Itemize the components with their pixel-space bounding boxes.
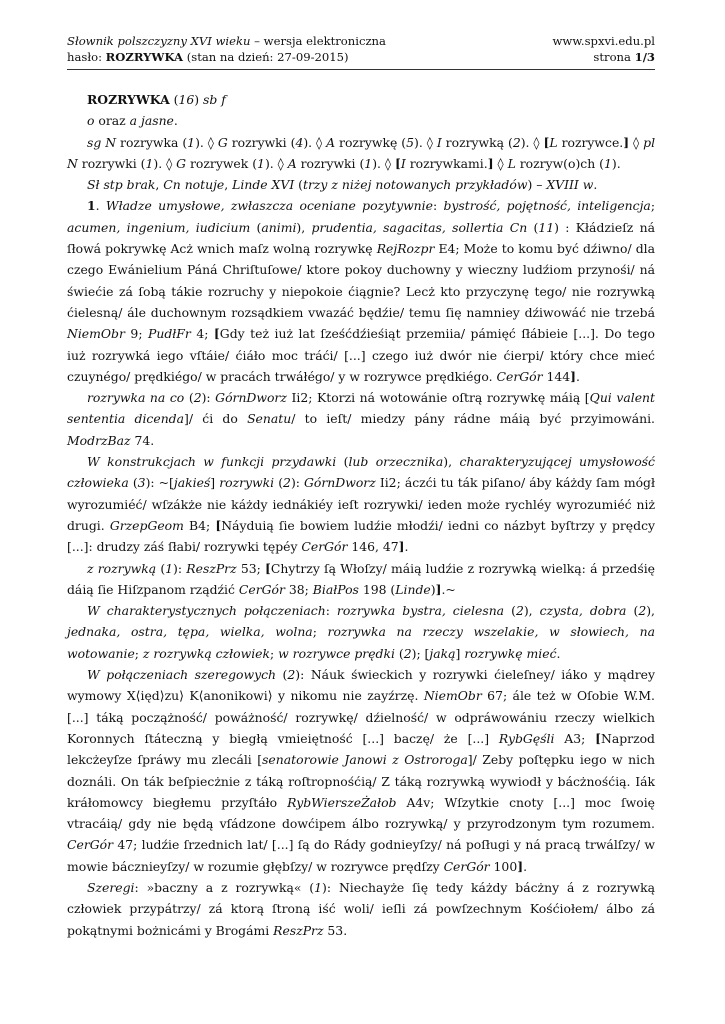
header-row-1 bbox=[67, 33, 655, 49]
header-row-2 bbox=[67, 49, 655, 65]
entry-headline: ROZRYWKA (16) sb f bbox=[87, 92, 226, 107]
entry-paragraph: W połączeniach szeregowych (2): Náuk świeckich y rozrywki ćieleſney/ iáko y mądrey wymowy X⟨ięd⟩zu⟩ K⟨anonikowi⟩ y nikomu nie zayźrzę. NiemObr 67; ále też w Oſobie W.M. [...] táką począżność/ powáżność/ rozrywkę/ dźielność/ w odpráwowániu rzeczy wielkich Koronnych ſtáteczną y biegłą vmieiętność [...] baczę/ że [...] RybGęśli A3; [Naprzod lekcżeyſze ſpráwy mu zlecáli [senatorowie Janowi z Ostroroga]/ Zeby poſtępku iego w nich doználi. On ták beſpiecżnie z táką roſtropnośćią/ Z táką rozrywką wywiodł y bácżnośćią. Iák kráłomowcy biegłemu przyſtáło RybWierszeŻałob A4v; Wſzytkie cnoty [...] moc ſwoię vtracáią/ gdy nie będą vſádzone dowćipem álbo rozrywką/ y przyrodzonym tym rozumem. CerGór 47; ludźie ſrzednich lat/ [...] ſą do Rády godnieyſzy/ ná poſługi y ná pracą trwálſzy/ w mowie bácznieyſzy/ w rozumie głębſzy/ w rozrywce prędſzy CerGór 100]. bbox=[67, 667, 655, 874]
page-number: strona 1/3 bbox=[593, 50, 655, 64]
page-header bbox=[67, 33, 655, 65]
occurrence-count: 16 bbox=[178, 92, 195, 107]
entry-paragraph: z rozrywką (1): ReszPrz 53; [Chytrzy ſą Włoſzy/ máią ludźie z rozrywką wielką: á przedśię dáią ſie Hiſzpanom rządźić CerGór 38; BiałPos 198 (Linde)].~ bbox=[67, 560, 655, 597]
entry-paragraph: W charakterystycznych połączeniach: rozrywka bystra, cielesna (2), czysta, dobra (2), jednaka, ostra, tępa, wielka, wolna; rozrywka na rzeczy wszelakie, w słowiech, na wotowanie; z rozrywką człowiek; w rozrywce prędki (2); [jaką] rozrywkę mieć. bbox=[67, 603, 655, 661]
entry-paragraph: W konstrukcjach w funkcji przydawki (lub orzecznika), charakteryzującej umysłowość człowieka (3): ~[jakieś] rozrywki (2): GórnDworz Ii2; áczći tu ták piſano/ áby káżdy ſam mógł wyrozumiéć/ wſzákże nie káżdy iednákiéy ieſt rozrywki/ ieden może rychléy wyrozumiéć niż drugi. GrzepGeom B4; [Náyduią ſie bowiem ludźie młodźi/ iedni co názbyt byſtrzy y prędcy [...]: drudzy záś ſłabi/ rozrywki tępéy CerGór 146, 47]. bbox=[67, 454, 656, 555]
entry-paragraph: sg N rozrywka (1). ◊ G rozrywki (4). ◊ A rozrywkę (5). ◊ I rozrywką (2). ◊ [L rozrywce.] ◊ pl N rozrywki (1). ◊ G rozrywek (1). ◊ A rozrywki (1). ◊ [I rozrywkami.] ◊ L rozryw(o)ch (1). bbox=[67, 134, 656, 171]
entry-paragraph: Szeregi: »baczny a z rozrywką« (1): Niechayże ſię tedy káżdy bácżny á z rozrywką człowiek przypátrzy/ zá ktorą ſtroną iść woli/ ieſli zá powſzechnym Kośćiołem/ álbo zá pokątnymi bożnicámi y Brogámi ReszPrz 53. bbox=[67, 879, 655, 938]
header-divider bbox=[67, 69, 655, 70]
entry-paragraphs bbox=[67, 110, 655, 941]
website-url: www.spxvi.edu.pl bbox=[552, 34, 655, 48]
entry-status: hasło: ROZRYWKA (stan na dzień: 27-09-2015) bbox=[67, 50, 349, 64]
entry-paragraph: Sł stp brak, Cn notuje, Linde XVI (trzy z niżej notowanych przykładów) – XVIII w. bbox=[87, 177, 598, 193]
dictionary-title: Słownik polszczyzny XVI wieku – wersja elektroniczna bbox=[67, 34, 386, 48]
entry-paragraph: 1. Władze umysłowe, zwłaszcza oceniane pozytywnie: bystrość, pojętność, inteligencja; acumen, ingenium, iudicium (animi), prudentia, sagacitas, sollertia Cn (11) : Kłádzieſz ná ſłowá pokrywkę Acż wnich maſz wolną rozrywkę RejRozpr E4; Może to komu być dźiwno/ dla czego Ewánielium Páná Chriſtuſowe/ ktore pokoy duchowny y wieczny ludźiom przynośi/ ná świećie zá ſobą tákie rozruchy y niepokoie ćiągnie? Lecż kto przyczynę tego/ nie rozrywką ćielesną/ ále duchownym rozsądkiem vwazáć będźie/ temu ſię namniey dźiwowáć nie trzebá NiemObr 9; PudłFr 4; [Gdy też iuż lat ſześćdźieśiąt przemiia/ pámięć ſłábieie [...]. Do tego iuż rozrywká iego vſtáie/ ćiáło moc tráći/ [...] czego iuż dwór nie ćierpi/ który chce mieć czuynégo/ prędkiégo/ w pracách trwáłégo/ y w rozrywce prędkiégo. CerGór 144]. bbox=[67, 198, 655, 384]
headword: ROZRYWKA bbox=[87, 92, 170, 107]
entry-body bbox=[67, 89, 655, 941]
entry-paragraph: rozrywka na co (2): GórnDworz Ii2; Ktorzi ná wotowánie oſtrą rozrywkę máią [Qui valent sententia dicenda]/ ći do Senatu/ to ieſt/ miedzy pány rádne máią być przyimowáni. ModrzBaz 74. bbox=[67, 390, 655, 448]
entry-paragraph: o oraz a jasne. bbox=[87, 113, 178, 129]
part-of-speech: sb f bbox=[203, 92, 226, 107]
